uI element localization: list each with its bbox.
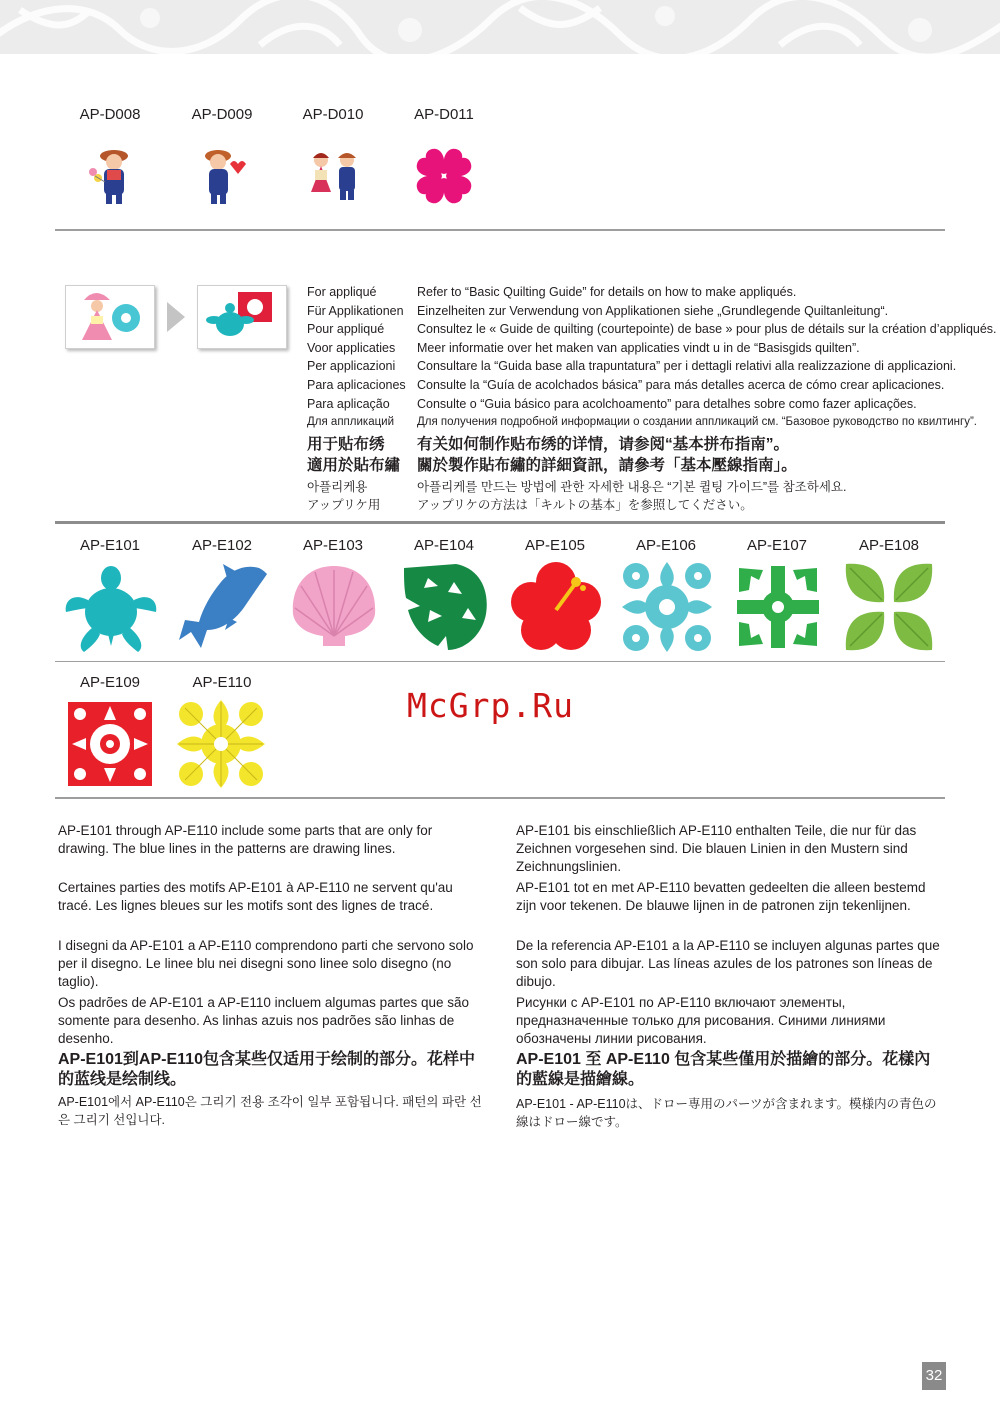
section-divider: [55, 521, 945, 524]
pattern-code: AP-E102: [191, 537, 253, 554]
language-label: Per applicazioni: [307, 359, 396, 373]
pattern-code: AP-E104: [413, 537, 475, 554]
hawaiian-quilt-block-icon: [620, 560, 714, 654]
note-paragraph: AP-E101 - AP-E110は、ドロー専用のパーツが含まれます。模様内の青色の線はドロー線です。: [516, 1097, 937, 1129]
page-number: 32: [922, 1362, 946, 1390]
language-label: Voor applicaties: [307, 341, 396, 355]
guide-row: [307, 283, 796, 302]
appliqué-after-thumbnail: [197, 285, 287, 349]
pattern-code: AP-D011: [414, 106, 474, 123]
note-paragraph: De la referencia AP-E101 a la AP-E110 se incluyen algunas partes que son solo para dibujar. Las líneas azules de los patrones son líneas de dibujo.: [516, 938, 940, 989]
note-paragraph: Certaines parties des motifs AP-E101 à AP-E110 ne servent qu'au tracé. Les lignes bleues sur les motifs sont des lignes de tracé.: [58, 880, 453, 913]
four-heart-clover-icon: [414, 146, 474, 206]
girl-with-quilt-block-icon: [66, 286, 154, 348]
pattern-code: AP-E105: [524, 537, 586, 554]
language-label: 아플리케용: [307, 480, 368, 494]
guide-row: [307, 456, 797, 476]
appliqué-before-thumbnail: [65, 285, 155, 349]
guide-row: [307, 478, 846, 496]
seashell-icon: [287, 562, 381, 654]
section-divider: [55, 229, 945, 231]
note-paragraph: Os padrões de AP-E101 a AP-E110 incluem algumas partes que são somente para desenho. As linhas azuis nos padrões são linhas de desenho.: [58, 995, 469, 1046]
girl-and-boy-pair-icon: [303, 148, 365, 204]
language-label: Für Applikationen: [307, 304, 404, 318]
note-paragraph: AP-E101 bis einschließlich AP-E110 enthalten Teile, die nur für das Zeichnen vorgesehen sind. Die blauen Linien in den Mustern sind Zeichnungslinien.: [516, 823, 917, 874]
guide-row: [307, 435, 789, 455]
row-divider: [55, 661, 945, 662]
pattern-code: AP-D009: [191, 106, 253, 123]
four-leaf-block-icon: [842, 560, 936, 654]
guide-text: 關於製作貼布繡的詳細資訊，請參考「基本壓線指南」。: [417, 457, 797, 474]
turtle-with-quilt-block-icon: [198, 286, 286, 348]
pattern-code: AP-D010: [302, 106, 364, 123]
pattern-code: AP-E107: [746, 537, 808, 554]
pattern-code: AP-E101: [79, 537, 141, 554]
note-paragraph: AP-E101 至 AP-E110 包含某些僅用於描繪的部分。花樣內的藍線是描繪線。: [516, 1051, 931, 1088]
guide-row: [307, 302, 888, 321]
guide-text: Einzelheiten zur Verwendung von Applikationen siehe „Grundlegende Quiltanleitung“.: [417, 304, 889, 318]
guide-text: 有关如何制作贴布绣的详情，请参阅“基本拼布指南”。: [417, 436, 790, 453]
pattern-code: AP-E108: [858, 537, 920, 554]
guide-text: Refer to “Basic Quilting Guide” for details on how to make appliqués.: [417, 285, 797, 299]
language-label: For appliqué: [307, 285, 377, 299]
note-paragraph: AP-E101 through AP-E110 include some parts that are only for drawing. The blue lines in the patterns are drawing lines.: [58, 823, 433, 856]
language-label: Para aplicação: [307, 397, 390, 411]
guide-row: [307, 320, 997, 339]
guide-row: [307, 357, 956, 376]
guide-text: Consultez le « Guide de quilting (courtepointe) de base » pour plus de détails sur la création d’appliqués.: [417, 322, 997, 336]
guide-row: [307, 496, 753, 514]
note-paragraph: AP-E101에서 AP-E110은 그리기 전용 조각이 일부 포함됩니다. 패턴의 파란 선은 그리기 선입니다.: [58, 1095, 482, 1127]
language-label: 用于贴布绣: [307, 436, 385, 453]
pattern-code: AP-E103: [302, 537, 364, 554]
language-label: Pour appliqué: [307, 322, 385, 336]
language-label: 適用於貼布繡: [307, 457, 401, 474]
language-label: アップリケ用: [307, 498, 381, 512]
dolphin-icon: [175, 560, 269, 654]
language-label: Para aplicaciones: [307, 378, 406, 392]
guide-row: [307, 339, 860, 358]
guide-row: [307, 376, 944, 395]
boy-holding-balloons-icon: [84, 144, 140, 208]
pattern-code: AP-E109: [79, 674, 141, 691]
guide-text: 아플리케를 만드는 방법에 관한 자세한 내용은 “기본 퀼팅 가이드”를 참조하세요.: [417, 480, 847, 494]
guide-text: Meer informatie over het maken van applicaties vindt u in de “Basisgids quilten”.: [417, 341, 860, 355]
pattern-code: AP-E110: [192, 674, 252, 691]
watermark: McGrp.Ru: [407, 686, 574, 725]
guide-text: Consultare la “Guida base alla trapuntatura” per i dettagli relativi alla realizzazione di applicazioni.: [417, 359, 957, 373]
guide-text: Consulte la “Guía de acolchados básica” para más detalles acerca de cómo crear aplicaciones.: [417, 378, 945, 392]
monstera-leaf-icon: [398, 560, 492, 654]
hibiscus-icon: [509, 560, 603, 654]
guide-row: [307, 413, 977, 432]
pattern-code: AP-D008: [79, 106, 141, 123]
arrow-right-icon: [165, 300, 187, 334]
boy-holding-hearts-icon: [196, 144, 252, 208]
note-paragraph: Рисунки с AP-E101 по AP-E110 включают элементы, предназначенные только для рисования. Синими линиями обозначены линии рисования.: [516, 995, 886, 1046]
decorative-header-banner: [0, 0, 1000, 54]
sea-turtle-icon: [64, 562, 158, 654]
guide-text: アップリケの方法は「キルトの基本」を参照してください。: [417, 498, 753, 512]
note-paragraph: I disegni da AP-E101 a AP-E110 comprendono parti che servono solo per il disegno. Le linee blu nei disegni sono linee solo disegno (no taglio).: [58, 938, 474, 989]
guide-row: [307, 395, 917, 414]
hawaiian-quilt-block-icon: [64, 698, 156, 790]
note-paragraph: AP-E101到AP-E110包含某些仅适用于绘制的部分。花样中的蓝线是绘制线。: [58, 1051, 475, 1088]
note-paragraph: AP-E101 tot en met AP-E110 bevatten gedeelten die alleen bestemd zijn voor tekenen. De blauwe lijnen in de patronen zijn tekenlijnen.: [516, 880, 926, 913]
section-divider: [55, 797, 945, 799]
guide-text: Consulte o “Guia básico para acolchoamento” para detalhes sobre como fazer aplicações.: [417, 397, 917, 411]
language-label: Для аппликаций: [307, 416, 395, 428]
guide-text: Для получения подробной информации о создании аппликаций см. “Базовое руководство по квилтингу”.: [417, 416, 977, 428]
hawaiian-quilt-block-icon: [731, 560, 825, 654]
hawaiian-quilt-block-icon: [175, 698, 267, 790]
pattern-code: AP-E106: [635, 537, 697, 554]
